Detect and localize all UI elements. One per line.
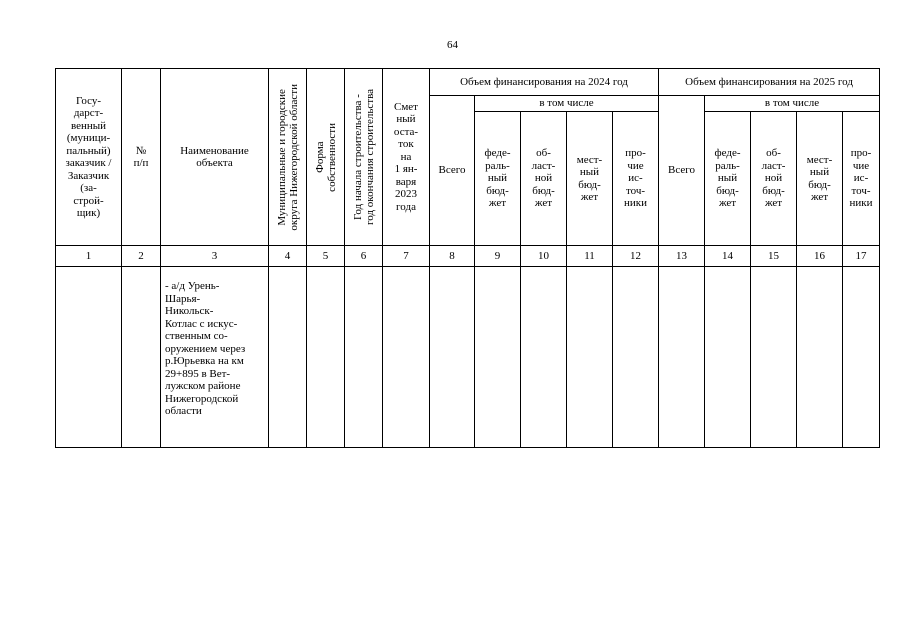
cell-other-2024 xyxy=(613,267,659,448)
cell-estimate xyxy=(383,267,430,448)
header-ownership-cell xyxy=(307,69,345,246)
cell-federal-2024 xyxy=(475,267,521,448)
header-including-2024: в том числе xyxy=(475,96,659,112)
cell-total-2025 xyxy=(659,267,705,448)
header-municipal-cell xyxy=(269,69,307,246)
header-years-cell xyxy=(345,69,383,246)
column-number-row xyxy=(56,246,880,267)
table-row xyxy=(56,267,880,448)
header-total-2025: Всего xyxy=(659,96,705,246)
header-local-2024: мест- ный бюд- жет xyxy=(567,112,613,246)
header-municipal: Муниципальные и городские округа Нижегородской области xyxy=(275,83,300,231)
column-number: 15 xyxy=(751,246,797,267)
cell-regional-2024 xyxy=(521,267,567,448)
header-fin-2024: Объем финансирования на 2024 год xyxy=(430,69,659,96)
header-including-2025: в том числе xyxy=(705,96,880,112)
cell-total-2024 xyxy=(430,267,475,448)
column-number: 1 xyxy=(56,246,122,267)
header-regional-2025: об- ласт- ной бюд- жет xyxy=(751,112,797,246)
cell-other-2025 xyxy=(843,267,880,448)
cell-local-2024 xyxy=(567,267,613,448)
cell-federal-2025 xyxy=(705,267,751,448)
column-number: 17 xyxy=(843,246,880,267)
cell-municipal xyxy=(269,267,307,448)
cell-customer xyxy=(56,267,122,448)
header-estimate: Смет ный оста- ток на 1 ян- варя 2023 года xyxy=(383,69,430,246)
column-number: 2 xyxy=(122,246,161,267)
header-customer: Госу- дарст- венный (муници- пальный) заказчик / Заказчик (за- строй- щик) xyxy=(56,69,122,246)
column-number: 14 xyxy=(705,246,751,267)
column-number: 13 xyxy=(659,246,705,267)
cell-object-name: - а/д Урень- Шарья- Никольск- Котлас с искус- ственным со- оружением через р.Юрьевка на км 29+895 в Вет- лужском районе Нижегородской области xyxy=(161,267,269,448)
column-number: 16 xyxy=(797,246,843,267)
column-number: 3 xyxy=(161,246,269,267)
column-number: 7 xyxy=(383,246,430,267)
cell-number xyxy=(122,267,161,448)
header-ownership: Форма собственности xyxy=(313,122,338,192)
header-other-2024: про- чие ис- точ- ники xyxy=(613,112,659,246)
column-number: 6 xyxy=(345,246,383,267)
cell-years xyxy=(345,267,383,448)
header-regional-2024: об- ласт- ной бюд- жет xyxy=(521,112,567,246)
column-number: 12 xyxy=(613,246,659,267)
header-local-2025: мест- ный бюд- жет xyxy=(797,112,843,246)
column-number: 11 xyxy=(567,246,613,267)
cell-local-2025 xyxy=(797,267,843,448)
cell-ownership xyxy=(307,267,345,448)
column-number: 9 xyxy=(475,246,521,267)
column-number: 8 xyxy=(430,246,475,267)
column-number: 4 xyxy=(269,246,307,267)
cell-regional-2025 xyxy=(751,267,797,448)
header-federal-2025: феде- раль- ный бюд- жет xyxy=(705,112,751,246)
header-fin-2025: Объем финансирования на 2025 год xyxy=(659,69,880,96)
header-number: № п/п xyxy=(122,69,161,246)
column-number: 10 xyxy=(521,246,567,267)
page-number: 64 xyxy=(447,39,458,51)
header-years: Год начала строительства - год окончания строительства xyxy=(351,89,376,225)
header-object-name: Наименование объекта xyxy=(161,69,269,246)
header-federal-2024: феде- раль- ный бюд- жет xyxy=(475,112,521,246)
header-total-2024: Всего xyxy=(430,96,475,246)
financing-table xyxy=(55,68,880,448)
column-number: 5 xyxy=(307,246,345,267)
header-other-2025: про- чие ис- точ- ники xyxy=(843,112,880,246)
